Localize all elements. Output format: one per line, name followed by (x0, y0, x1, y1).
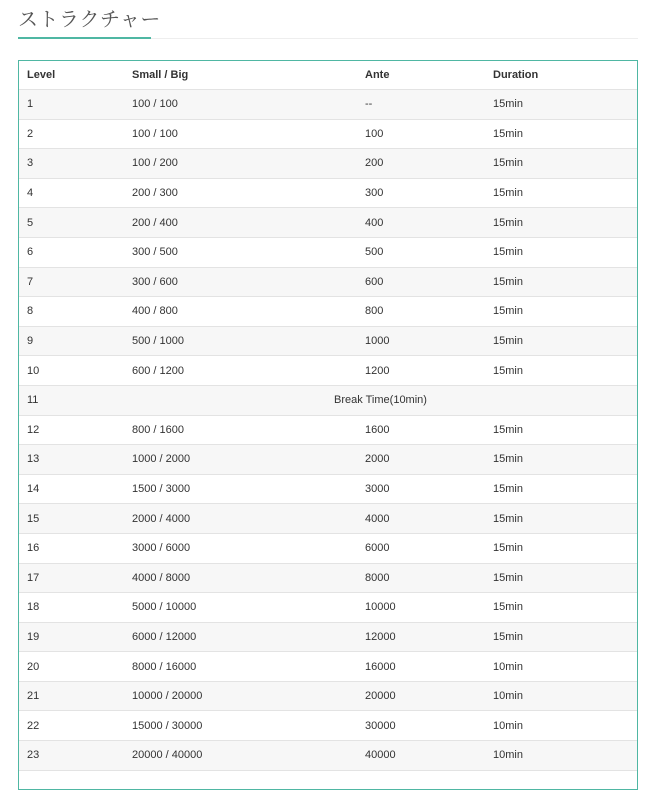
table-row (19, 415, 637, 445)
cell-ante: 40000 (357, 741, 485, 771)
cell-level: 20 (19, 652, 124, 682)
section-heading (18, 6, 638, 39)
cell-duration: 10min (485, 711, 637, 741)
cell-ante: 100 (357, 119, 485, 149)
cell-level: 23 (19, 741, 124, 771)
cell-level: 12 (19, 415, 124, 445)
table-row (19, 652, 637, 682)
cell-duration: 15min (485, 563, 637, 593)
cell-duration: 15min (485, 445, 637, 475)
cell-duration: 15min (485, 297, 637, 327)
cell-blinds: 100 / 200 (124, 149, 357, 179)
cell-ante: 500 (357, 237, 485, 267)
cell-ante: 3000 (357, 474, 485, 504)
column-header-duration: Duration (485, 61, 637, 90)
structure-table-container (18, 60, 638, 790)
cell-blinds: 4000 / 8000 (124, 563, 357, 593)
table-row (19, 356, 637, 386)
cell-level: 16 (19, 533, 124, 563)
cell-duration: 15min (485, 208, 637, 238)
cell-ante: 12000 (357, 622, 485, 652)
table-row (19, 119, 637, 149)
table-row (19, 445, 637, 475)
cell-duration: 15min (485, 326, 637, 356)
cell-ante: 300 (357, 178, 485, 208)
table-row (19, 149, 637, 179)
cell-blinds: 20000 / 40000 (124, 741, 357, 771)
cell-ante: -- (357, 90, 485, 120)
cell-blinds: 400 / 800 (124, 297, 357, 327)
table-row (19, 297, 637, 327)
cell-ante: 6000 (357, 533, 485, 563)
cell-ante: 16000 (357, 652, 485, 682)
cell-level: 17 (19, 563, 124, 593)
cell-ante: 1600 (357, 415, 485, 445)
table-row (19, 681, 637, 711)
table-row (19, 533, 637, 563)
cell-blinds: 6000 / 12000 (124, 622, 357, 652)
cell-level: 4 (19, 178, 124, 208)
cell-level: 5 (19, 208, 124, 238)
table-row (19, 90, 637, 120)
cell-duration: 15min (485, 622, 637, 652)
title-accent-underline (18, 37, 151, 39)
cell-ante: 1000 (357, 326, 485, 356)
cell-blinds: 1500 / 3000 (124, 474, 357, 504)
table-row (19, 504, 637, 534)
table-row (19, 474, 637, 504)
cell-ante: 10000 (357, 593, 485, 623)
cell-ante: 400 (357, 208, 485, 238)
cell-ante: 8000 (357, 563, 485, 593)
cell-blinds: 600 / 1200 (124, 356, 357, 386)
table-body (19, 90, 637, 771)
cell-level: 11 (19, 385, 124, 415)
table-row (19, 237, 637, 267)
cell-ante: 4000 (357, 504, 485, 534)
cell-ante: 2000 (357, 445, 485, 475)
structure-table (19, 61, 637, 771)
cell-duration: 10min (485, 681, 637, 711)
cell-duration: 15min (485, 267, 637, 297)
cell-level: 3 (19, 149, 124, 179)
page-title: ストラクチャー (18, 7, 161, 31)
cell-blinds: 100 / 100 (124, 119, 357, 149)
cell-duration: 10min (485, 652, 637, 682)
cell-blinds: 800 / 1600 (124, 415, 357, 445)
table-row (19, 178, 637, 208)
table-header-row (19, 61, 637, 90)
cell-level: 6 (19, 237, 124, 267)
cell-duration: 15min (485, 119, 637, 149)
cell-blinds: 10000 / 20000 (124, 681, 357, 711)
table-row (19, 208, 637, 238)
cell-blinds: 300 / 500 (124, 237, 357, 267)
table-row (19, 711, 637, 741)
cell-duration: 15min (485, 474, 637, 504)
column-header-ante: Ante (357, 61, 485, 90)
cell-break-time: Break Time(10min) (124, 385, 637, 415)
cell-duration: 15min (485, 415, 637, 445)
cell-duration: 15min (485, 593, 637, 623)
cell-ante: 600 (357, 267, 485, 297)
cell-duration: 10min (485, 741, 637, 771)
cell-ante: 200 (357, 149, 485, 179)
cell-level: 22 (19, 711, 124, 741)
cell-blinds: 300 / 600 (124, 267, 357, 297)
cell-level: 18 (19, 593, 124, 623)
cell-blinds: 100 / 100 (124, 90, 357, 120)
table-row (19, 593, 637, 623)
cell-level: 8 (19, 297, 124, 327)
cell-ante: 20000 (357, 681, 485, 711)
cell-blinds: 200 / 300 (124, 178, 357, 208)
cell-blinds: 15000 / 30000 (124, 711, 357, 741)
cell-blinds: 3000 / 6000 (124, 533, 357, 563)
cell-level: 2 (19, 119, 124, 149)
cell-level: 13 (19, 445, 124, 475)
cell-level: 15 (19, 504, 124, 534)
table-row (19, 622, 637, 652)
cell-duration: 15min (485, 149, 637, 179)
cell-level: 10 (19, 356, 124, 386)
cell-blinds: 200 / 400 (124, 208, 357, 238)
cell-level: 19 (19, 622, 124, 652)
column-header-level: Level (19, 61, 124, 90)
table-row (19, 741, 637, 771)
cell-duration: 15min (485, 178, 637, 208)
cell-blinds: 2000 / 4000 (124, 504, 357, 534)
table-row (19, 563, 637, 593)
cell-ante: 30000 (357, 711, 485, 741)
cell-level: 9 (19, 326, 124, 356)
cell-level: 1 (19, 90, 124, 120)
cell-level: 14 (19, 474, 124, 504)
cell-duration: 15min (485, 504, 637, 534)
cell-level: 21 (19, 681, 124, 711)
cell-duration: 15min (485, 533, 637, 563)
table-row (19, 267, 637, 297)
cell-duration: 15min (485, 356, 637, 386)
cell-blinds: 5000 / 10000 (124, 593, 357, 623)
cell-duration: 15min (485, 237, 637, 267)
cell-blinds: 1000 / 2000 (124, 445, 357, 475)
cell-ante: 1200 (357, 356, 485, 386)
break-row (19, 385, 637, 415)
column-header-blinds: Small / Big (124, 61, 357, 90)
cell-ante: 800 (357, 297, 485, 327)
cell-level: 7 (19, 267, 124, 297)
cell-blinds: 500 / 1000 (124, 326, 357, 356)
table-row (19, 326, 637, 356)
cell-blinds: 8000 / 16000 (124, 652, 357, 682)
cell-duration: 15min (485, 90, 637, 120)
